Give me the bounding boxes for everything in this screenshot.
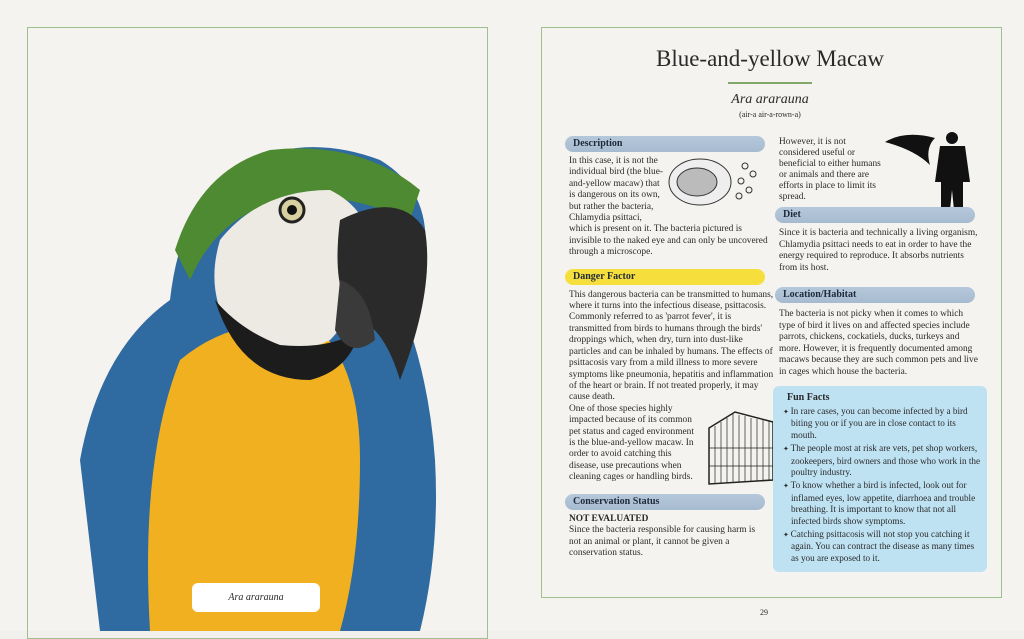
parrot-illustration	[40, 130, 460, 631]
conservation-heading: Conservation Status	[565, 494, 765, 510]
danger-factor-text-2: One of those species highly impacted because of its common pet status and caged environment is the blue-and-yellow macaw. In order to avoid catching this disease, use precautions when cleaning cages or handling birds.	[569, 403, 694, 483]
diet-heading: Diet	[775, 207, 975, 223]
danger-factor-heading: Danger Factor	[565, 269, 765, 285]
fun-facts-heading: Fun Facts	[787, 392, 830, 403]
danger-factor-text: This dangerous bacteria can be transmitted to humans, where it turns into the infectious disease, psittacosis. Commonly referred to as 'parrot fever', it is transmitted from birds to humans through the birds' droppings which, when dry, turn into dust-like particles and can be inhaled by humans. The effects of psittacosis vary from a mild illness to more severe symptoms like pneumonia, hepatitis and inflammation of the heart or brain. If not treated properly, it may cause death.	[569, 289, 774, 403]
description-heading: Description	[565, 136, 765, 152]
fun-fact-item: ✦ In rare cases, you can become infected by a bird biting you or if you are in close contact to its mouth.	[779, 406, 981, 441]
fun-facts-box	[773, 386, 987, 572]
description-continued: However, it is not considered useful or beneficial to either humans or animals and there are efforts in place to limit its spread.	[779, 137, 881, 202]
pronunciation: (air-a air-a-rown-a)	[739, 110, 801, 119]
image-caption: Ara ararauna	[192, 583, 320, 612]
birdcage-illustration	[705, 408, 775, 486]
fun-fact-item: ✦ To know whether a bird is infected, look out for inflamed eyes, low appetite, diarrhoea and trouble breathing. It is important to know that not all infected birds show symptoms.	[779, 480, 981, 527]
diet-text: Since it is bacteria and technically a living organism, Chlamydia psittaci needs to eat in order to have the energy required to reproduce. It absorbs nutrients from its host.	[779, 228, 978, 273]
scientific-name: Ara ararauna	[731, 92, 809, 107]
conservation-status: NOT EVALUATED	[569, 513, 649, 524]
title-divider	[728, 82, 812, 84]
bacteria-illustration	[667, 156, 775, 214]
left-page	[0, 0, 512, 631]
conservation-text: Since the bacteria responsible for causing harm is not an animal or plant, it cannot be given a conservation status.	[569, 525, 756, 558]
fun-facts-list	[779, 406, 981, 564]
description-text: In this case, it is not the individual bird (the blue-and-yellow macaw) that is dangerous on its own, but rather the bacteria, Chlamydia psittaci, which is present on it. The bacteria pictured is invisible to the naked eye and can only be uncovered through a microscope.	[569, 156, 768, 258]
page-number: 29	[760, 608, 768, 617]
fun-fact-item: ✦ The people most at risk are vets, pet shop workers, zookeepers, bird owners and those who work in the poultry industry.	[779, 443, 981, 478]
habitat-heading: Location/Habitat	[775, 287, 975, 303]
fun-fact-item: ✦ Catching psittacosis will not stop you catching it again. You can contract the disease as many times as you are exposed to it.	[779, 529, 981, 564]
left-column	[565, 136, 775, 559]
page-title: Blue-and-yellow Macaw	[655, 46, 884, 71]
habitat-text: The bacteria is not picky when it comes to which type of bird it lives on and affected species include parrots, chickens, cockatiels, ducks, turkeys and more. However, it is frequently documented among macaws because they are such common pets and live in cages which house the bacteria.	[779, 309, 978, 377]
